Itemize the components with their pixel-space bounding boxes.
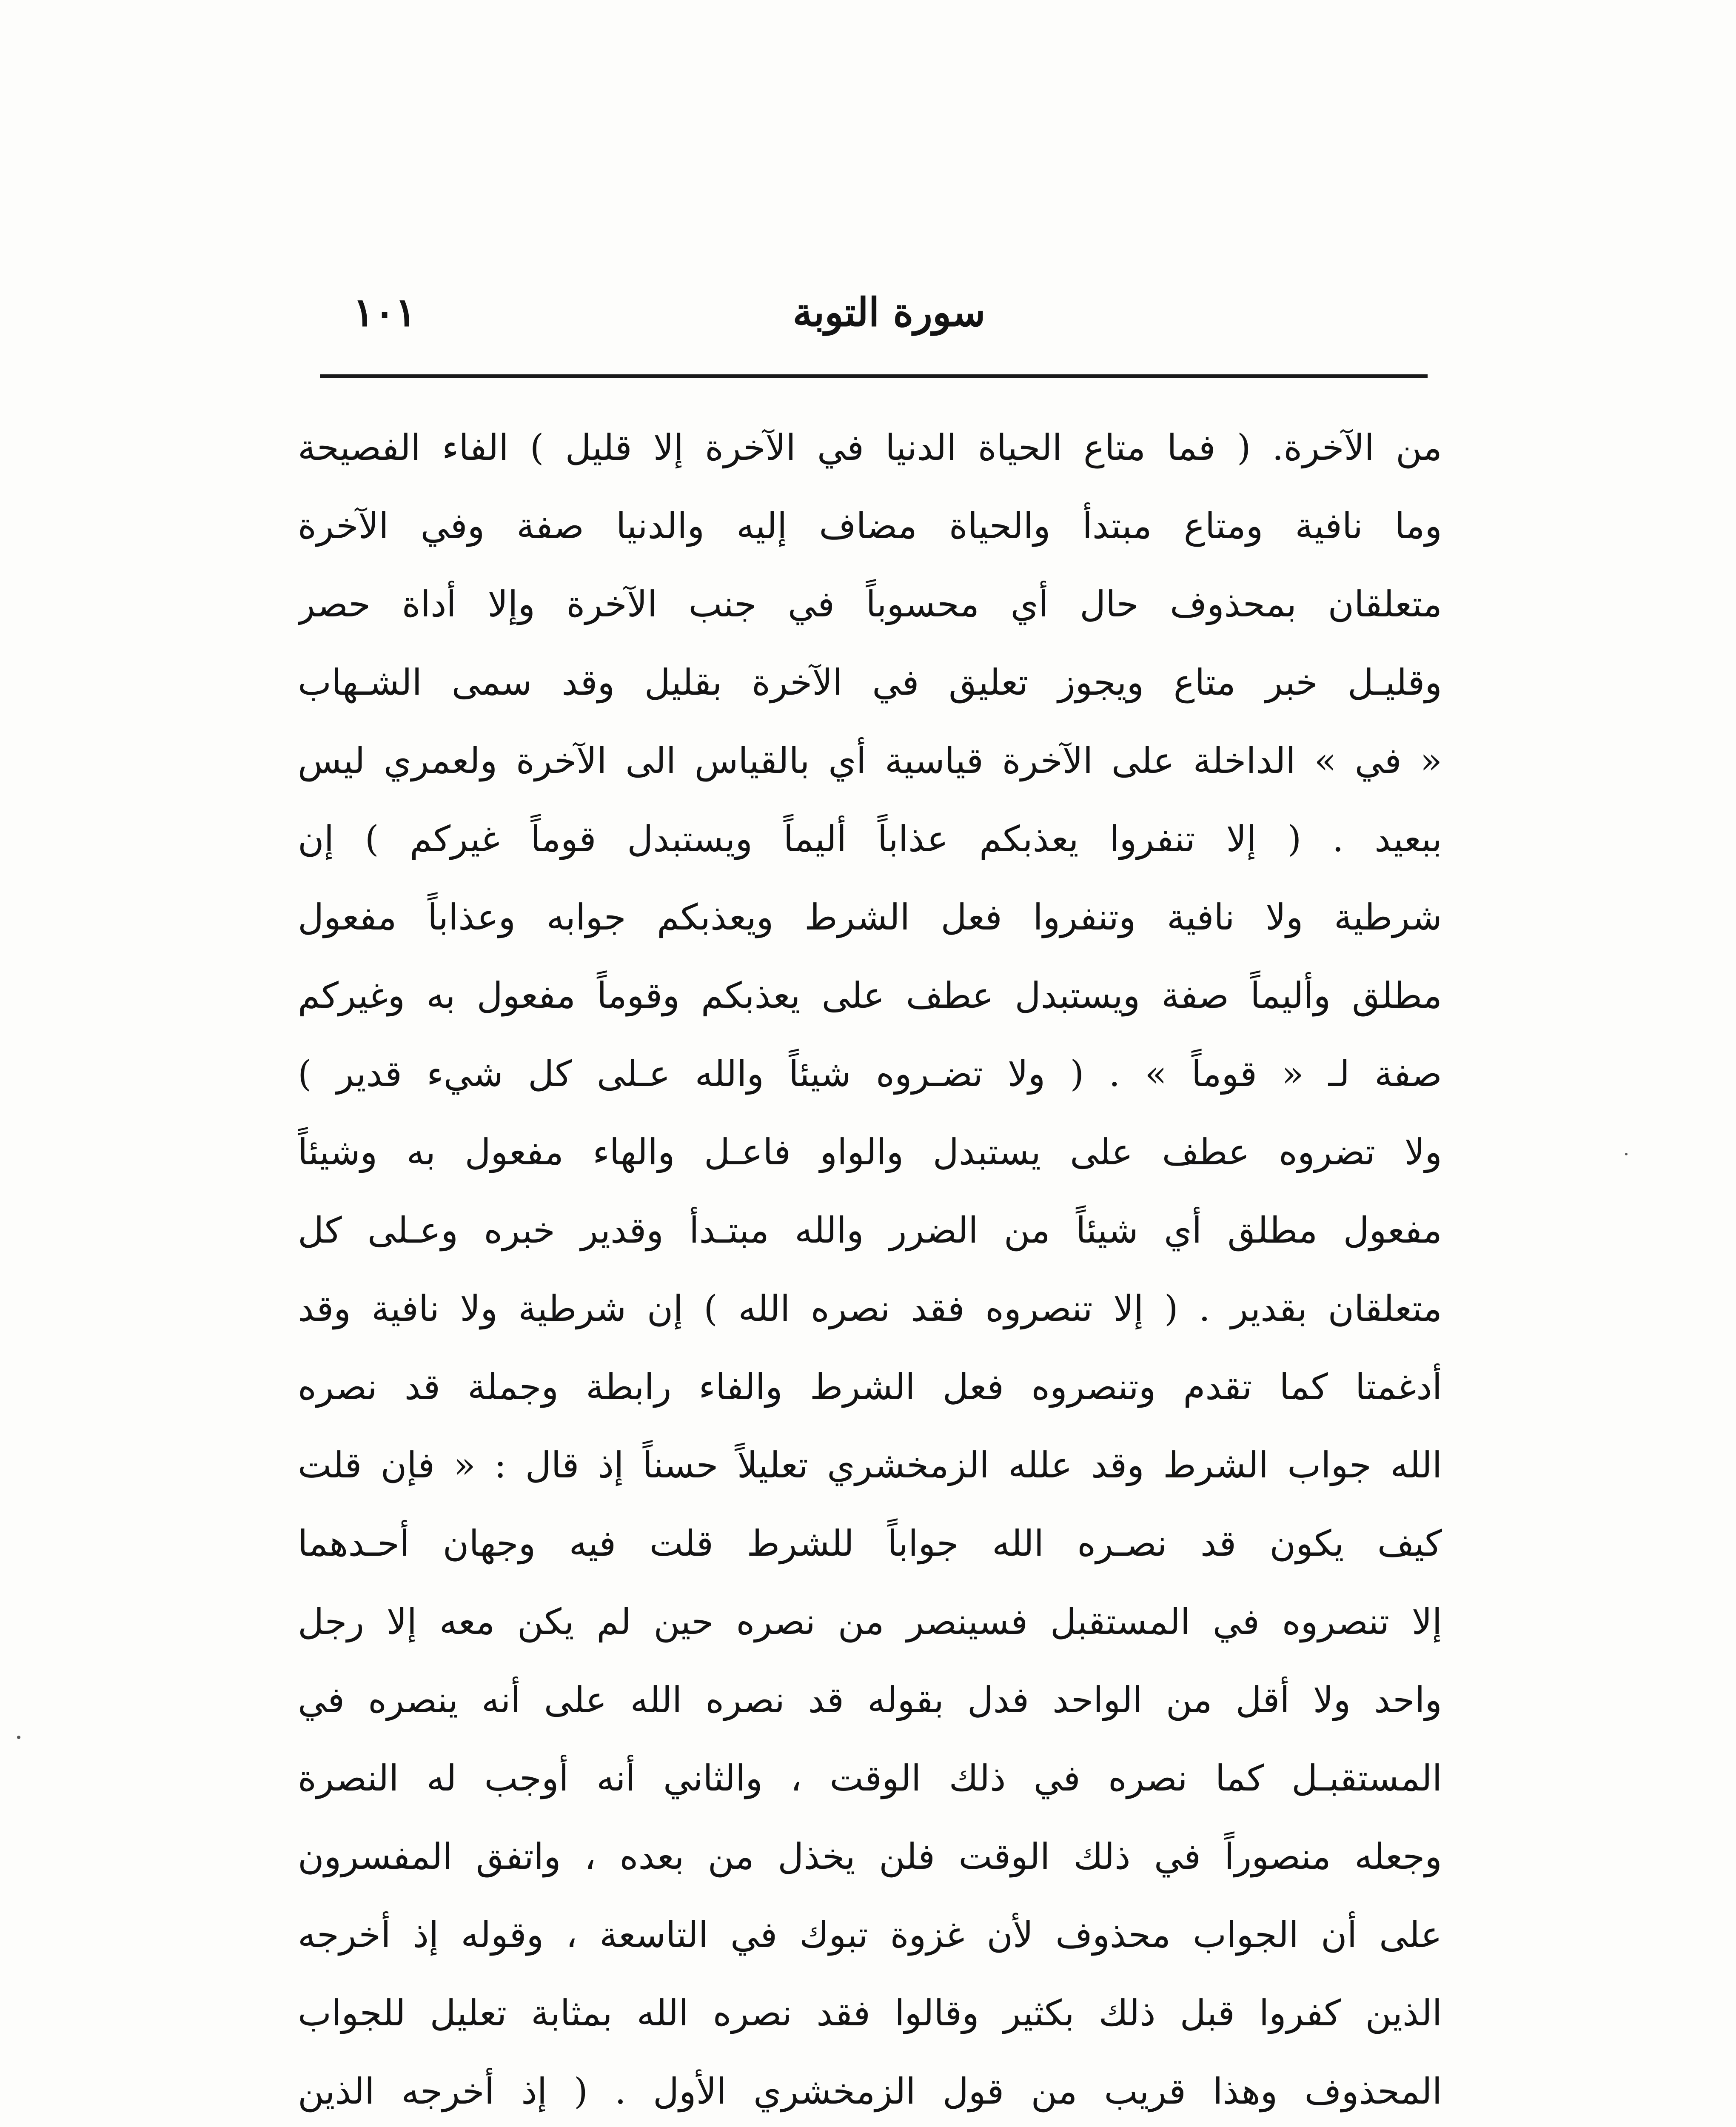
page-number: ١٠١ [353, 289, 416, 335]
header-rule [320, 374, 1428, 378]
text-line: المستقبـل كما نصره في ذلك الوقت ، والثاني أنه أوجب له النصرة [298, 1757, 1442, 1799]
text-line: من الآخرة. ( فما متاع الحياة الدنيا في الآخرة إلا قليل ) الفاء الفصيحة [298, 427, 1442, 468]
text-line: متعلقان بمحذوف حال أي محسوباً في جنب الآخرة وإلا أداة حصر [298, 583, 1442, 625]
text-line: وقليـل خبر متاع ويجوز تعليق في الآخرة بقليل وقد سمى الشـهاب [298, 661, 1442, 703]
text-line: ولا تضروه عطف على يستبدل والواو فاعـل والهاء مفعول به وشيئاً [298, 1131, 1442, 1173]
text-line: شرطية ولا نافية وتنفروا فعل الشرط ويعذبكم جوابه وعذاباً مفعول [298, 896, 1442, 938]
text-line: وجعله منصوراً في ذلك الوقت فلن يخذل من بعده ، واتفق المفسرون [298, 1836, 1442, 1877]
text-line: وما نافية ومتاع مبتدأ والحياة مضاف إليه والدنيا صفة وفي الآخرة [298, 505, 1442, 547]
text-line: إلا تنصروه في المستقبل فسينصر من نصره حين لم يكن معه إلا رجل [298, 1601, 1442, 1642]
page-header [315, 289, 1438, 366]
text-line: ببعيد . ( إلا تنفروا يعذبكم عذاباً أليماً ويستبدل قوماً غيركم ) إن [298, 818, 1442, 860]
scan-speck [1625, 1153, 1628, 1155]
scan-speck [17, 1736, 20, 1739]
text-line: المحذوف وهذا قريب من قول الزمخشري الأول . ( إذ أخرجه الذين [298, 2070, 1442, 2112]
text-line: كيف يكون قد نصـره الله جواباً للشرط قلت فيه وجهان أحـدهما [298, 1523, 1442, 1564]
text-line: « في » الداخلة على الآخرة قياسية أي بالقياس الى الآخرة ولعمري ليس [298, 740, 1442, 781]
text-line: مفعول مطلق أي شيئاً من الضرر والله مبتـدأ وقدير خبره وعـلى كل [298, 1209, 1442, 1251]
text-line: الله جواب الشرط وقد علله الزمخشري تعليلاً حسناً إذ قال : « فإن قلت [298, 1444, 1442, 1486]
text-line: مطلق وأليماً صفة ويستبدل عطف على يعذبكم وقوماً مفعول به وغيركم [298, 975, 1442, 1016]
text-line: واحد ولا أقل من الواحد فدل بقوله قد نصره الله على أنه ينصره في [298, 1679, 1442, 1721]
text-line: صفة لـ « قوماً » . ( ولا تضـروه شيئاً والله عـلى كل شيء قدير ) [298, 1053, 1442, 1095]
text-line: على أن الجواب محذوف لأن غزوة تبوك في التاسعة ، وقوله إذ أخرجه [298, 1914, 1442, 1956]
text-line: متعلقان بقدير . ( إلا تنصروه فقد نصره الله ) إن شرطية ولا نافية وقد [298, 1288, 1442, 1329]
body-text [298, 408, 1442, 2127]
text-line: الذين كفروا قبل ذلك بكثير وقالوا فقد نصره الله بمثابة تعليل للجواب [298, 1992, 1442, 2034]
running-title: سورة التوبة [792, 289, 986, 335]
text-line: أدغمتا كما تقدم وتنصروه فعل الشرط والفاء رابطة وجملة قد نصره [298, 1366, 1442, 1408]
